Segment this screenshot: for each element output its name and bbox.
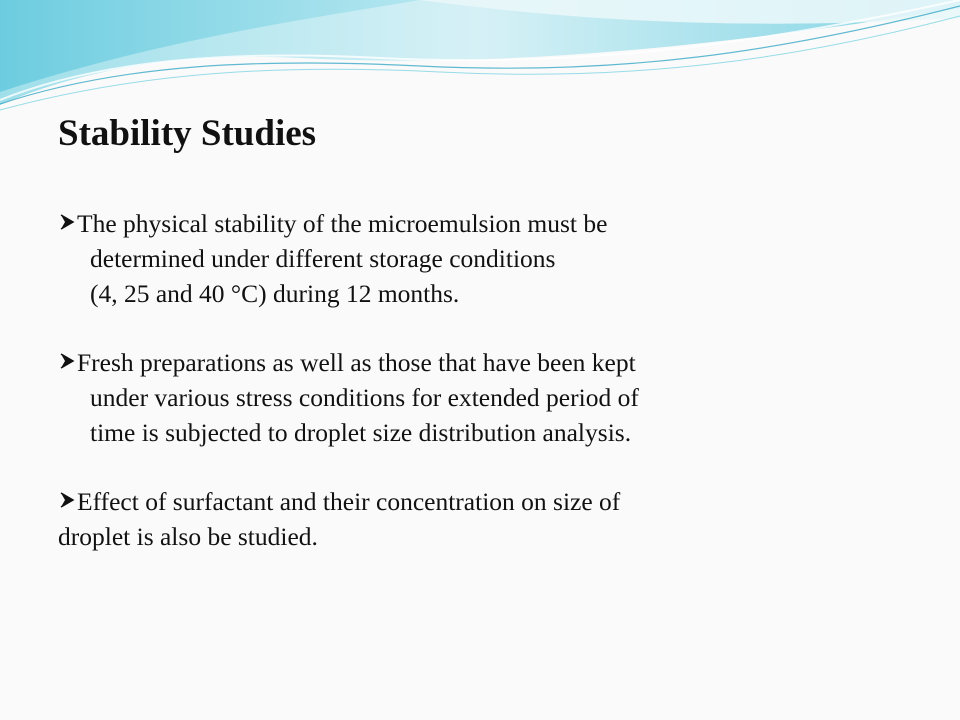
bullet-item (58, 206, 918, 311)
bullet-line (58, 484, 918, 519)
bullet-item (58, 345, 918, 450)
bullet-list (58, 206, 918, 554)
bullet-item (58, 484, 918, 554)
header-wave-decoration (0, 0, 960, 130)
bullet-line: (4, 25 and 40 °C) during 12 months. (90, 279, 460, 308)
arrow-bullet-icon (58, 488, 76, 512)
slide-title: Stability Studies (58, 113, 317, 154)
bullet-line: under various stress conditions for extended period of (90, 383, 639, 412)
arrow-bullet-icon (58, 210, 76, 234)
bullet-text: Fresh preparations as well as those that have been kept (77, 348, 636, 377)
bullet-text: Effect of surfactant and their concentration on size of (77, 487, 621, 516)
bullet-line (58, 345, 918, 380)
bullet-text: The physical stability of the microemulsion must be (77, 209, 608, 238)
bullet-line: time is subjected to droplet size distribution analysis. (90, 418, 632, 447)
bullet-line (58, 206, 918, 241)
arrow-bullet-icon (58, 349, 76, 373)
bullet-line: determined under different storage conditions (90, 244, 556, 273)
bullet-line: droplet is also be studied. (58, 522, 318, 551)
